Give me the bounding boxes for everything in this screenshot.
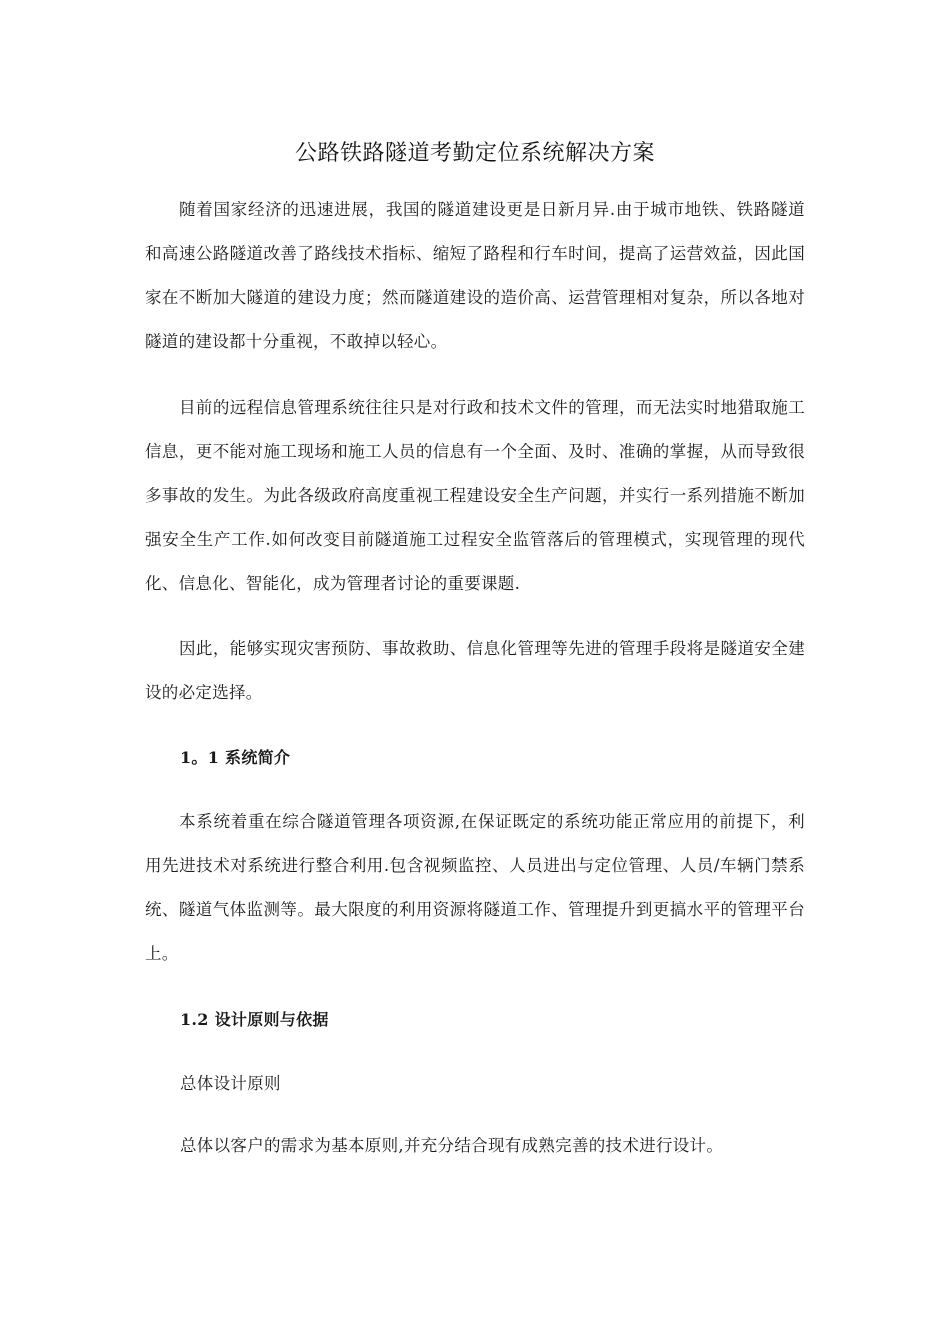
intro-paragraph-3: 因此，能够实现灾害预防、事故救助、信息化管理等先进的管理手段将是隧道安全建设的必定选择。 (145, 639, 805, 702)
section-1-1-paragraph: 本系统着重在综合隧道管理各项资源,在保证既定的系统功能正常应用的前提下，利用先进技术对系统进行整合利用.包含视频监控、人员进出与定位管理、人员/车辆门禁系统、隧道气体监测等。最大限度的利用资源将隧道工作、管理提升到更搞水平的管理平台上。 (145, 812, 805, 963)
section-1-2-paragraph: 总体以客户的需求为基本原则,并充分结合现有成熟完善的技术进行设计。 (180, 1136, 724, 1155)
document-title: 公路铁路隧道考勤定位系统解决方案 (294, 141, 655, 166)
section-1-2-subheading: 总体设计原则 (180, 1074, 281, 1093)
section-heading-1-2: 1.2 设计原则与依据 (180, 1010, 329, 1029)
section-heading-1-1: 1。1 系统简介 (180, 748, 291, 767)
intro-paragraph-1: 随着国家经济的迅速进展，我国的隧道建设更是日新月异.由于城市地铁、铁路隧道和高速公路隧道改善了路线技术指标、缩短了路程和行车时间，提高了运营效益，因此国家在不断加大隧道的建设力度；然而隧道建设的造价高、运营管理相对复杂，所以各地对隧道的建设都十分重视，不敢掉以轻心。 (145, 200, 805, 351)
intro-paragraph-2: 目前的远程信息管理系统往往只是对行政和技术文件的管理，而无法实时地猎取施工信息，更不能对施工现场和施工人员的信息有一个全面、及时、准确的掌握，从而导致很多事故的发生。为此各级政府高度重视工程建设安全生产问题，并实行一系列措施不断加强安全生产工作.如何改变目前隧道施工过程安全监管落后的管理模式，实现管理的现代化、信息化、智能化，成为管理者讨论的重要课题. (145, 398, 805, 593)
